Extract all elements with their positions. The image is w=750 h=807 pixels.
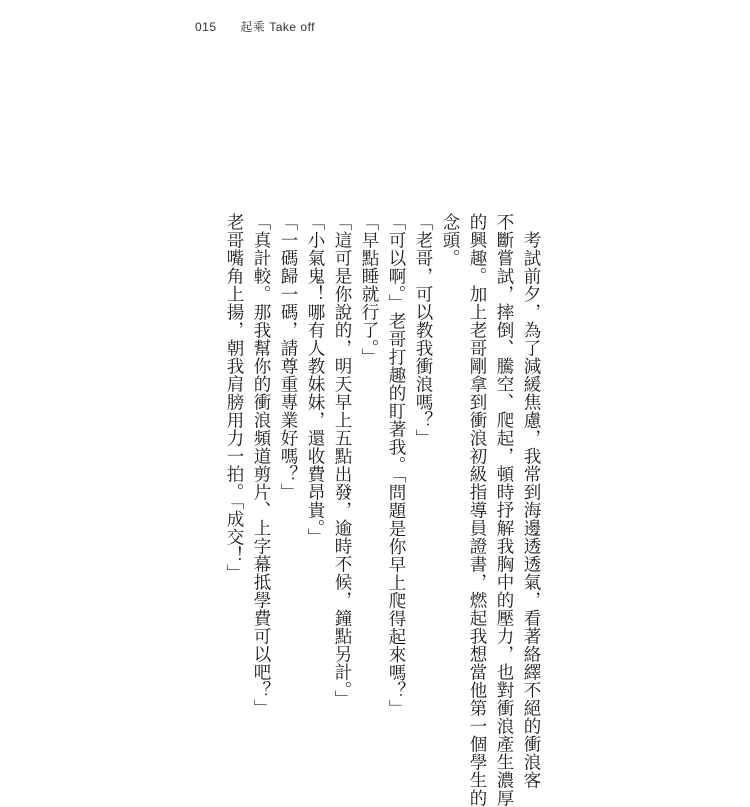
text-line: 「早點睡就行了。」 [359,213,379,367]
text-line: 「可以啊。」老哥打趣的盯著我。「問題是你早上爬得起來嗎？」 [386,213,406,718]
text-line: 「老哥，可以教我衝浪嗎？」 [413,213,433,447]
text-line: 念頭。 [440,213,460,267]
running-header [195,18,315,35]
text-line: 「小氣鬼！哪有人教妹妹，還收費昂貴。」 [305,213,325,547]
body-text [220,213,544,807]
text-line: 的興趣。加上老哥剛拿到衝浪初級指導員證書，燃起我想當他第一個學生的 [467,213,487,807]
text-line: 老哥嘴角上揚，朝我肩膀用力一拍。「成交！」 [224,213,244,583]
text-line: 「一碼歸一碼，請尊重專業好嗎？」 [278,213,298,501]
text-line: 考試前夕，為了減緩焦慮，我常到海邊透透氣，看著絡繹不絕的衝浪客 [521,213,541,789]
page-number: 015 [195,20,217,34]
text-line: 「這可是你說的，明天早上五點出發，逾時不候，鐘點另計。」 [332,213,352,709]
chapter-title: 起乘 Take off [240,20,316,34]
text-line: 「真計較。那我幫你的衝浪頻道剪片、上字幕抵學費可以吧？」 [251,213,271,717]
text-line: 不斷嘗試，摔倒、騰空、爬起，頓時抒解我胸中的壓力，也對衝浪產生濃厚 [494,213,514,807]
